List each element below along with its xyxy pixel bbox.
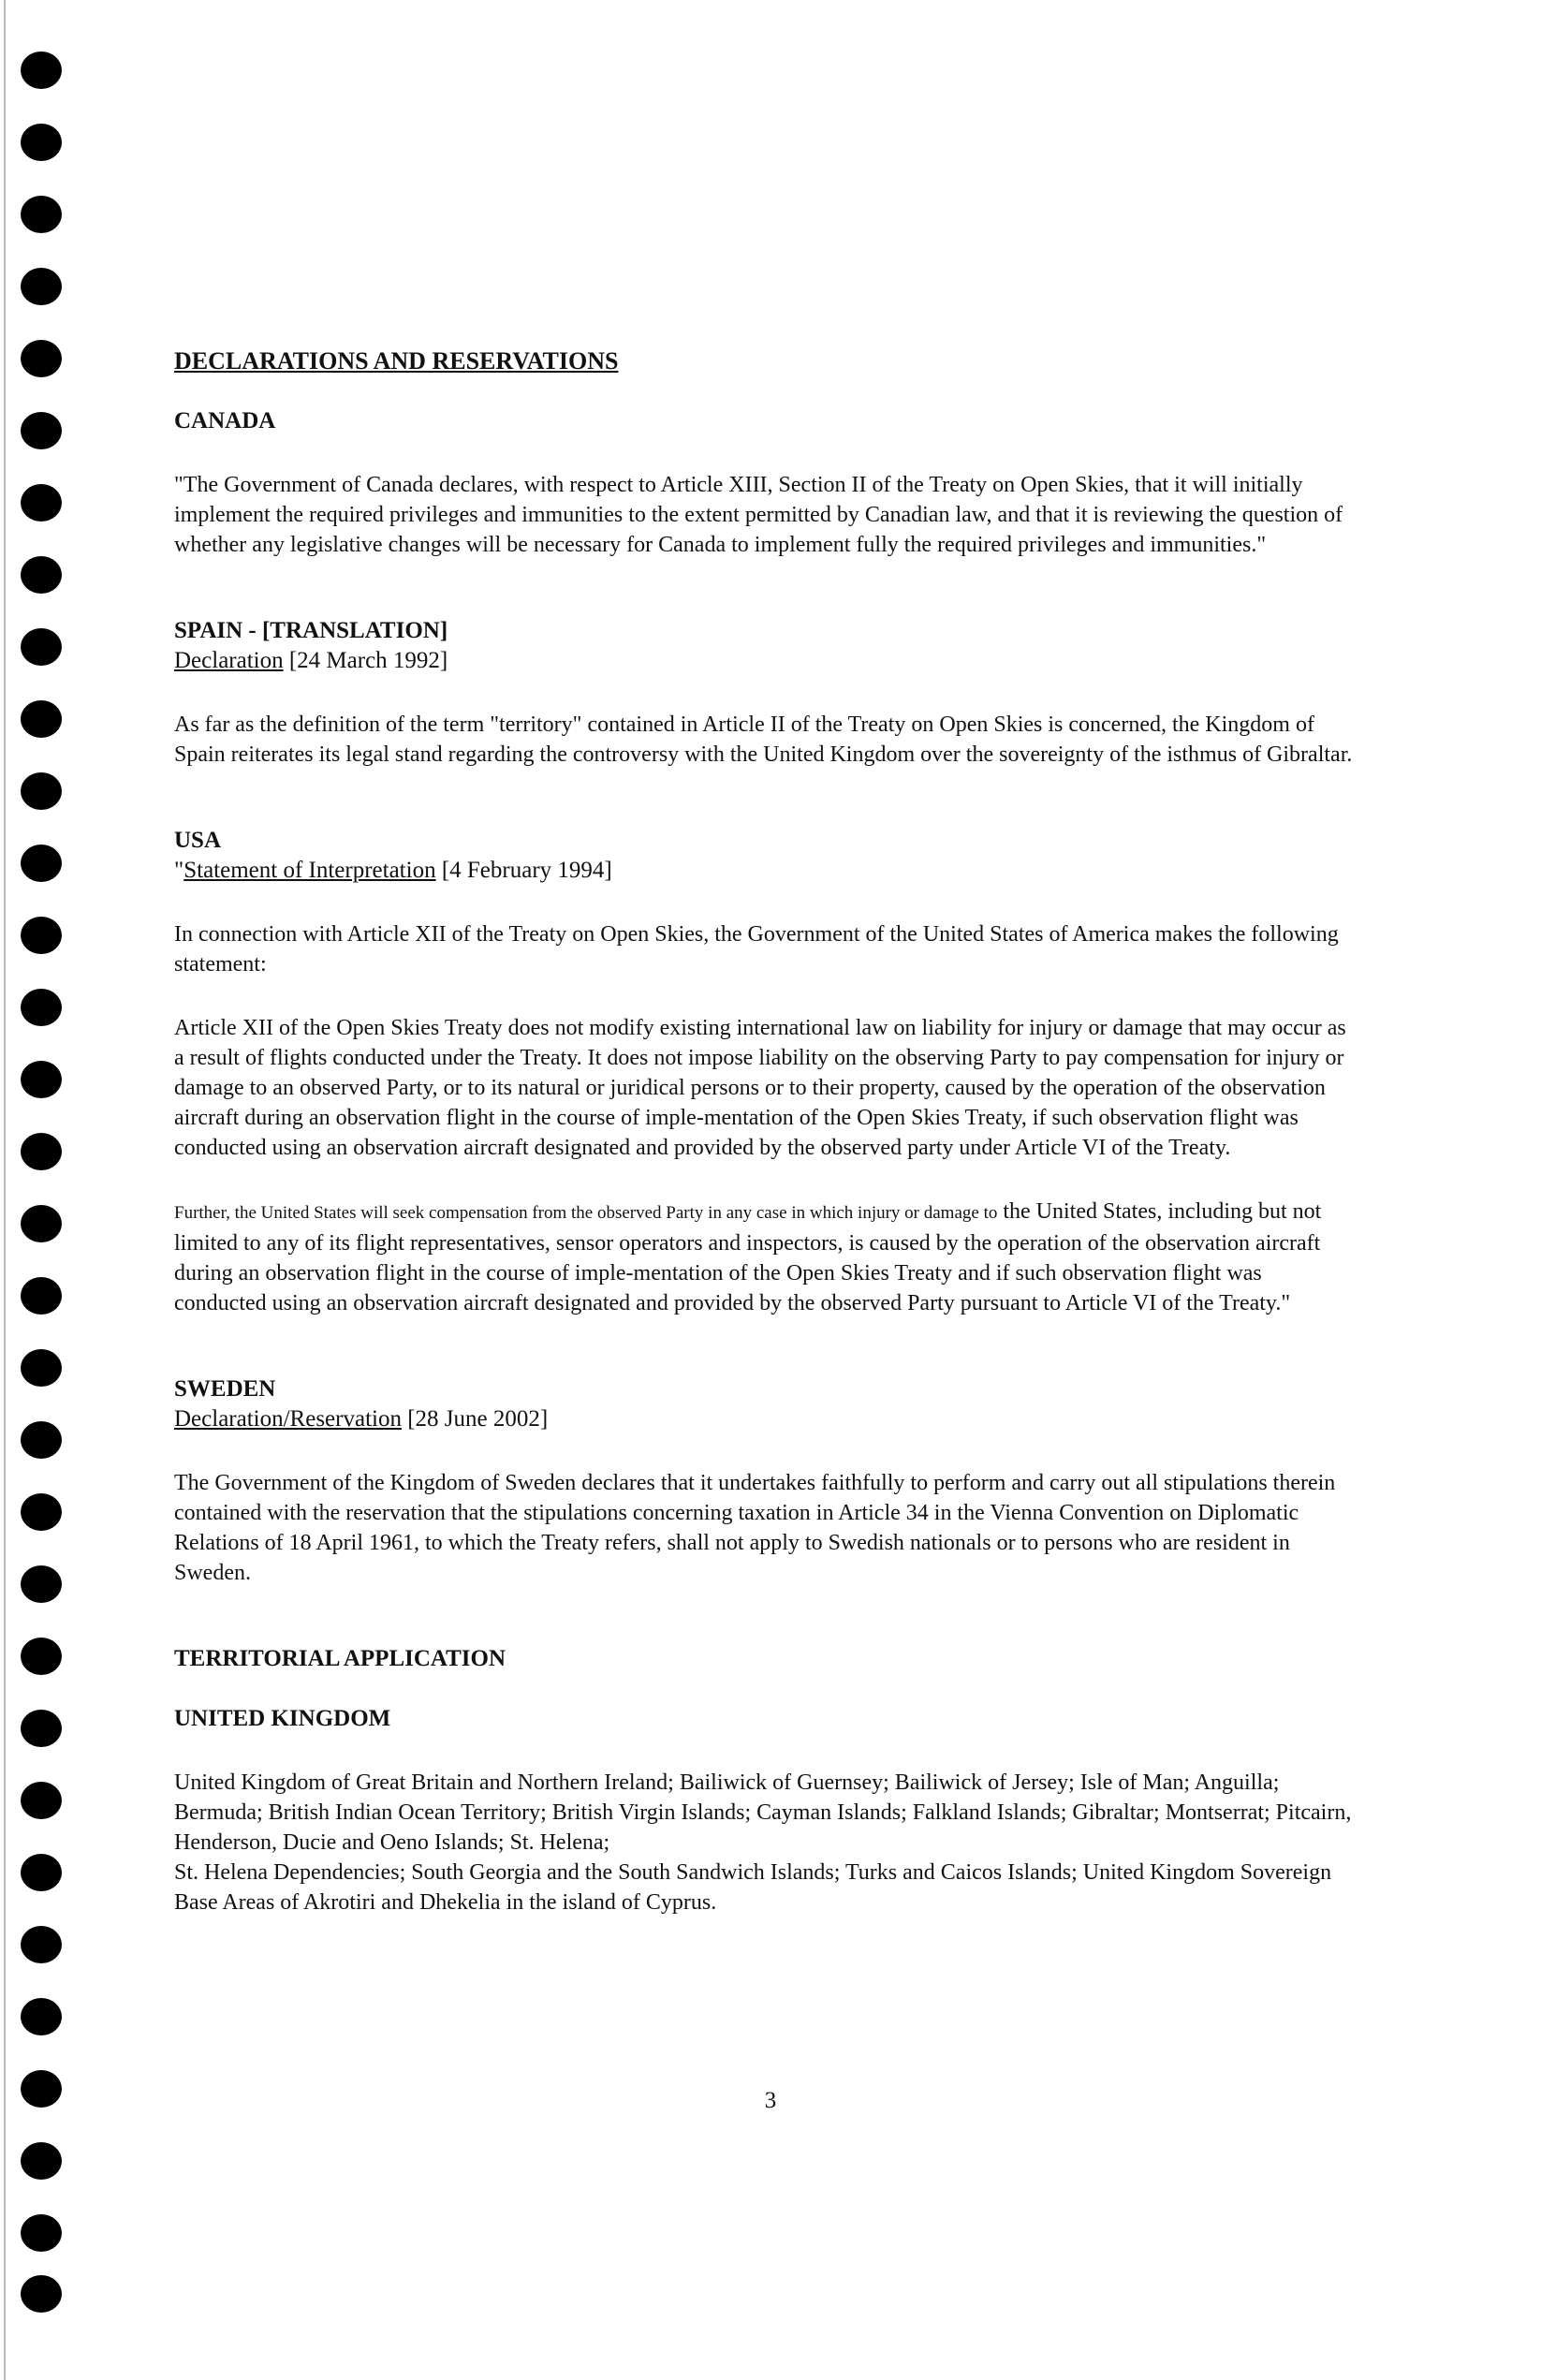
binding-edge [4,0,6,2380]
binder-hole [21,1133,62,1170]
uk-territories-list-2: St. Helena Dependencies; South Georgia and the South Sandwich Islands; Turks and Caicos Islands; United Kingdom Sovereign Base Areas of Akrotiri and Dhekelia in the island of Cyprus. [174,1860,1332,1915]
binder-hole [21,700,62,738]
binder-hole [21,268,62,305]
spain-declaration-label: Declaration [174,648,284,673]
usa-statement-date: [4 February 1994] [435,858,612,883]
usa-subheading [174,856,1354,886]
binder-hole [21,196,62,233]
usa-statement-intro: In connection with Article XII of the Treaty on Open Skies, the Government of the United States of America makes the following statement: [174,922,1339,977]
binder-hole [21,772,62,810]
binder-hole [21,1061,62,1098]
spain-declaration-text: As far as the definition of the term "territory" contained in Article II of the Treaty on Open Skies is concerned, the Kingdom of Spain reiterates its legal stand regarding the controversy with the United Kingdom over the sovereignty of the isthmus of Gibraltar. [174,713,1353,767]
page-number: 3 [764,2088,777,2113]
section-heading-spain: SPAIN - [TRANSLATION] [174,618,448,643]
binder-holes [21,51,67,2317]
binder-hole [21,1277,62,1315]
binder-hole [21,1349,62,1387]
usa-statement-paragraph-1: Article XII of the Open Skies Treaty does not modify existing international law on liability for injury or damage that may occur as a result of flights conducted under the Treaty. It does not impose liability on the observing Party to pay compensation for injury or damage to an observed Party, or to its natural or juridical persons or to their property, caused by the operation of the observation aircraft during an observation flight in the course of imple-mentation of the Open Skies Treaty, if such observation flight was conducted using an observation aircraft designated and provided by the observed party under Article VI of the Treaty. [174,1016,1346,1160]
binder-hole [21,1205,62,1242]
spain-declaration-date: [24 March 1992] [283,648,448,673]
binder-hole [21,628,62,666]
spain-subheading [174,646,1354,676]
page-title: DECLARATIONS AND RESERVATIONS [174,347,619,375]
sweden-declaration-date: [28 June 2002] [401,1406,549,1432]
usa-paragraph-2-first-line: Further, the United States will seek compensation from the observed Party in any case in which injury or damage to [174,1203,998,1223]
section-heading-territorial: TERRITORIAL APPLICATION [174,1646,506,1671]
section-heading-united-kingdom: UNITED KINGDOM [174,1706,391,1731]
binder-hole [21,412,62,449]
binder-hole [21,1710,62,1747]
document-body [174,346,1354,1917]
binder-hole [21,2275,62,2313]
sweden-declaration-label: Declaration/Reservation [174,1406,402,1432]
binder-hole [21,484,62,522]
binder-hole [21,1998,62,2035]
section-heading-sweden: SWEDEN [174,1376,276,1402]
binder-hole [21,1421,62,1459]
binder-hole [21,340,62,377]
sweden-declaration-text: The Government of the Kingdom of Sweden declares that it undertakes faithfully to perform and carry out all stipulations therein contained with the reservation that the stipulations concerning taxation in Article 34 in the Vienna Convention on Diplomatic Relations of 18 April 1961, to which the Treaty refers, shall not apply to Swedish nationals or to persons who are resident in Sweden. [174,1471,1336,1585]
sweden-subheading [174,1404,1354,1434]
usa-paragraph-2-rest: the United States, including but not limited to any of its flight representatives, sensor operators and inspectors, is caused by the operation of the observation aircraft during an observation flight in the course of imple-mentation of the Open Skies Treaty and if such observation flight was conducted using an observation aircraft designated and provided by the observed Party pursuant to Article VI of the Treaty." [174,1199,1322,1315]
binder-hole [21,2214,62,2252]
binder-hole [21,1493,62,1531]
binder-hole [21,1782,62,1819]
canada-declaration-text: "The Government of Canada declares, with respect to Article XIII, Section II of the Treaty on Open Skies, that it will initially implement the required privileges and immunities to the extent permitted by Canadian law, and that it is reviewing the question of whether any legislative changes will be necessary for Canada to implement fully the required privileges and immunities." [174,473,1343,557]
uk-territories-list-1: United Kingdom of Great Britain and Northern Ireland; Bailiwick of Guernsey; Bailiwick of Jersey; Isle of Man; Anguilla; Bermuda; British Indian Ocean Territory; British Virgin Islands; Cayman Islands; Falkland Islands; Gibraltar; Montserrat; Pitcairn, Henderson, Ducie and Oeno Islands; St. Helena; [174,1770,1352,1855]
usa-statement-label: Statement of Interpretation [183,858,436,883]
binder-hole [21,1638,62,1675]
binder-hole [21,917,62,954]
binder-hole [21,556,62,594]
section-heading-canada: CANADA [174,408,276,433]
binder-hole [21,124,62,161]
usa-statement-paragraph-2 [174,1197,1354,1318]
binder-hole [21,1926,62,1963]
section-heading-usa: USA [174,828,222,853]
binder-hole [21,989,62,1026]
binder-hole [21,2142,62,2180]
usa-quote-mark: " [174,858,184,883]
binder-hole [21,51,62,89]
binder-hole [21,845,62,882]
binder-hole [21,1565,62,1603]
binder-hole [21,1854,62,1891]
